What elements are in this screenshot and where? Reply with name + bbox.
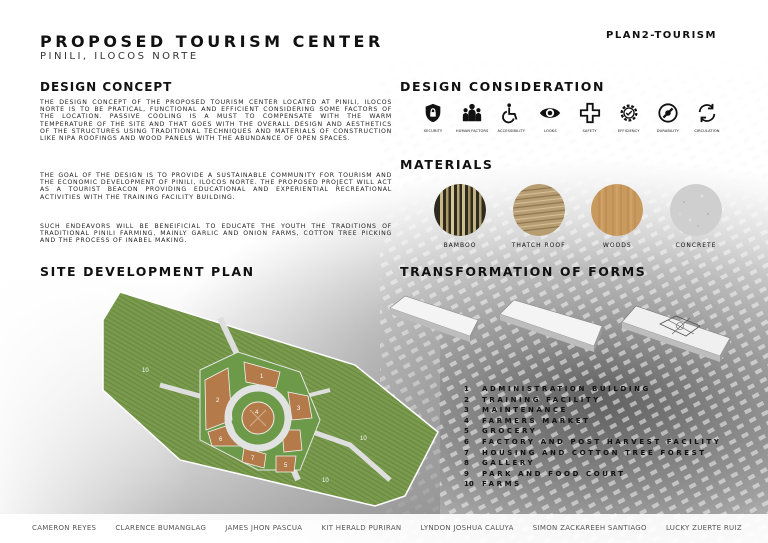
transformation-heading: TRANSFORMATION OF FORMS: [400, 264, 647, 279]
board-subtitle: PINILI, ILOCOS NORTE: [40, 51, 199, 62]
credit-name: KIT HERALD PURIRAN: [321, 524, 402, 532]
materials-heading: MATERIALS: [400, 157, 494, 172]
lot-label: 6: [219, 437, 223, 443]
legend-item: 10 FARMS: [464, 480, 522, 489]
design-concept-paragraph-2: THE GOAL OF THE DESIGN IS TO PROVIDE A SUSTAINABLE COMMUNITY FOR TOURISM AND THE ECONOMIC DEVELOPMENT OF PINILI, ILOCOS NORTE. THE PROPOSED PROJECT WILL ACT AS A TOURIST BEACON PROVIDING EDUCATIONAL AND EXPERIENTIAL RECREATIONAL ACTIVITIES WITH THE TRAINING FACILITY BUILDING.: [40, 172, 392, 201]
material-label: BAMBOO: [443, 242, 477, 249]
credit-name: LYNDON JOSHUA CALUYA: [420, 524, 514, 532]
lot-label: 7: [251, 456, 255, 462]
consideration-label: SAFETY: [582, 129, 597, 133]
legend-item: 1 ADMINISTRATION BUILDING: [464, 385, 651, 393]
legend-item: 4 FARMERS MARKET: [464, 416, 591, 425]
lot-label: 10: [360, 436, 367, 442]
consideration-label: DURABILITY: [656, 129, 679, 133]
consideration-label: CIRCULATION: [694, 129, 720, 133]
material-label: THATCH ROOF: [511, 242, 566, 249]
legend-item: 2 TRAINING FACILITY: [464, 395, 601, 404]
lot-label: 3: [297, 406, 301, 412]
legend-item: 7 HOUSING AND COTTON TREE FOREST: [464, 448, 707, 457]
form-step-1: [390, 296, 478, 342]
legend-item: 6 FACTORY AND POST HARVEST FACILITY: [464, 437, 722, 446]
consideration-label: LOOKS: [544, 129, 557, 133]
site-plan-heading: SITE DEVELOPMENT PLAN: [40, 264, 255, 279]
credit-name: LUCKY ZUERTE RUIZ: [665, 524, 742, 532]
legend-item: 5 GROCERY: [464, 427, 538, 436]
plate-tag: PLAN2-TOURISM: [606, 30, 717, 41]
lot-label: 10: [142, 368, 149, 374]
lot-label: 4: [255, 410, 259, 416]
material-label: CONCRETE: [675, 242, 717, 249]
lot-label: 5: [284, 463, 288, 469]
lot-label: 1: [260, 374, 264, 380]
form-step-2: [500, 300, 602, 352]
credit-name: JAMES JHON PASCUA: [225, 524, 303, 532]
form-step-3: [622, 306, 730, 362]
lot-label: 10: [322, 478, 329, 484]
design-consideration-heading: DESIGN CONSIDERATION: [400, 79, 606, 94]
site-legend: [464, 384, 722, 490]
material-label: WOODS: [602, 242, 632, 249]
legend-item: 8 GALLERY: [464, 459, 536, 468]
credit-name: CLARENCE BUMANGLAG: [115, 524, 207, 532]
legend-item: 9 PARK AND FOOD COURT: [464, 469, 626, 478]
legend-item: 3 MAINTENANCE: [464, 406, 569, 415]
design-concept-paragraph-3: SUCH ENDEAVORS WILL BE BENEIFICIAL TO EDUCATE THE YOUTH THE TRADITIONS OF TRADITIONAL PINILI FARMING, MAINLY GARLIC AND ONION FARMS, COTTON TREE PICKING AND THE PROCESS OF INABEL MAKING.: [40, 223, 392, 245]
design-concept-paragraph-1: THE DESIGN CONCEPT OF THE PROPOSED TOURISM CENTER LOCATED AT PINILI, ILOCOS NORTE IS TO BE PRATICAL, FUNCTIONAL AND EFFICIENT CONSIDERING SOME FACTORS OF THE LOCATION. PASSIVE COOLING IS A MUST TO COMPENSATE WITH THE WARM TEMPERATURE OF THE SITE AND THAT GOES WITH THE OVERALL DESIGN AND AESTHETICS OF THE STRUCTURES USING TRADITIONAL TECHNIQUES AND MATERIALS OF CONSTRUCTION LIKE NIPA ROOFINGS AND WOOD PANELS WITH THE ABUNDANCE OF OPEN SPACES.: [40, 99, 392, 143]
credit-name: CAMERON REYES: [32, 524, 97, 532]
consideration-label: SECURITY: [423, 129, 443, 133]
consideration-label: HUMAN FACTORS: [455, 129, 489, 133]
consideration-label: ACCESSIBILITY: [497, 129, 526, 133]
board-title: PROPOSED TOURISM CENTER: [40, 32, 384, 51]
consideration-label: EFFICIENCY: [617, 129, 640, 133]
credit-name: SIMON ZACKAREEH SANTIAGO: [532, 524, 647, 532]
lot-label: 2: [216, 398, 220, 404]
design-concept-heading: DESIGN CONCEPT: [40, 80, 173, 94]
team-credits: [32, 524, 742, 532]
